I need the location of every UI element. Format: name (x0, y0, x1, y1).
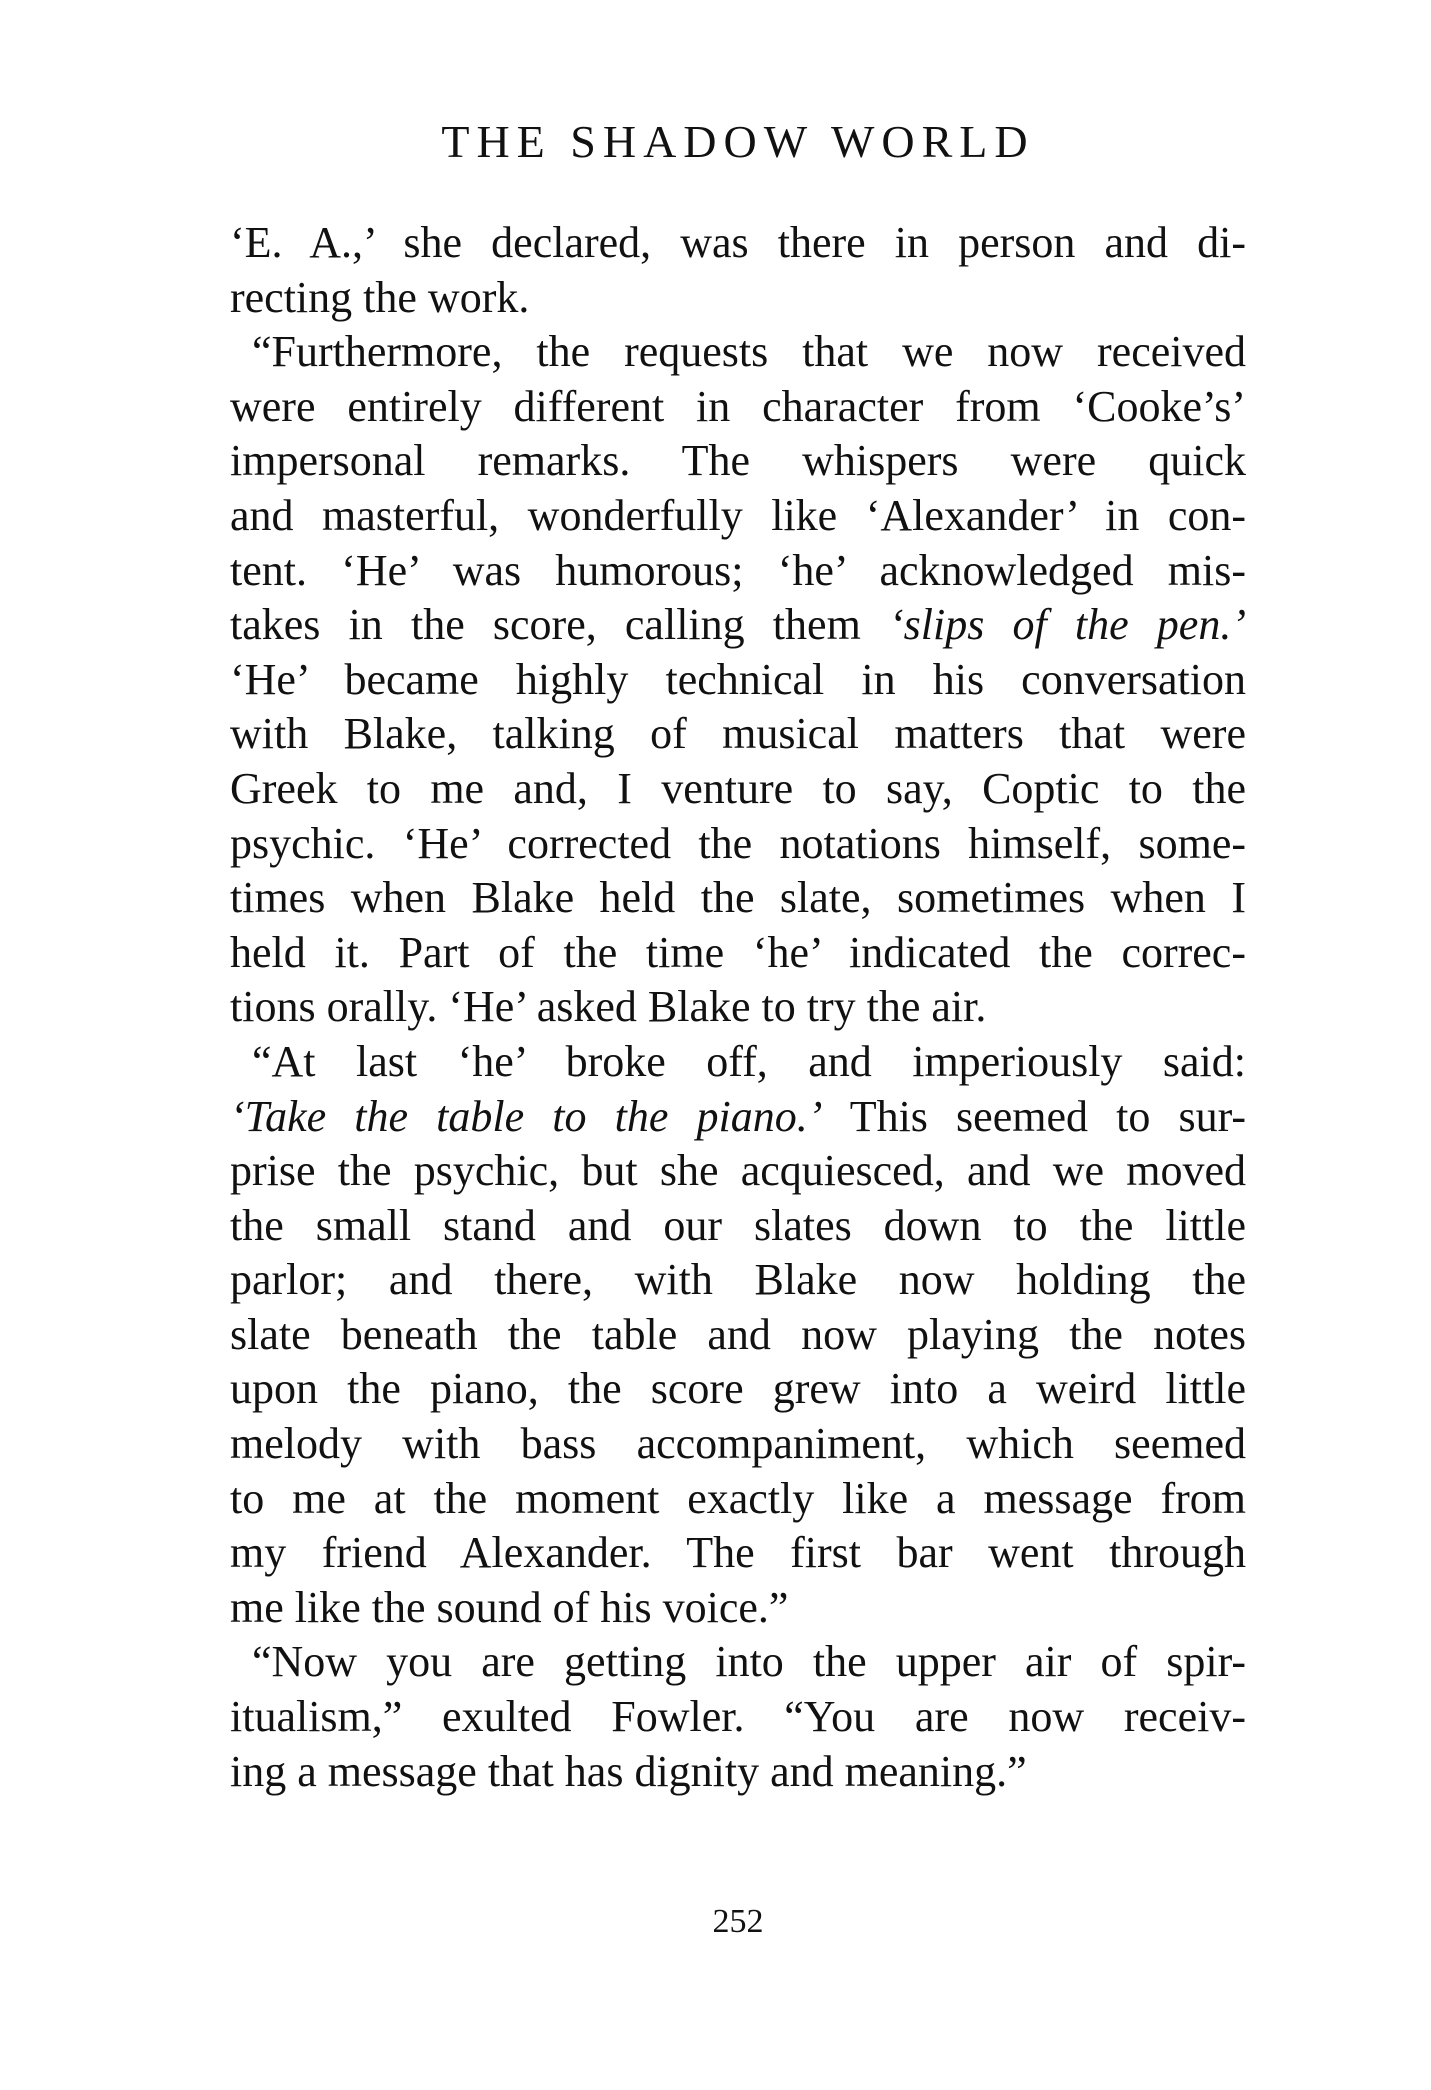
text-line: and masterful, wonderfully like ‘Alexander’ in con- (230, 490, 1246, 540)
text-line: upon the piano, the score grew into a weird little (230, 1364, 1246, 1414)
text-line: slate beneath the table and now playing the notes (230, 1309, 1246, 1359)
page-number: 252 (712, 1903, 764, 1940)
text-line: “Furthermore, the requests that we now received (252, 327, 1246, 377)
text-line: “Now you are getting into the upper air of spir- (252, 1637, 1246, 1687)
text-line: were entirely different in character from ‘Cooke’s’ (230, 381, 1246, 431)
text-line: times when Blake held the slate, sometimes when I (230, 873, 1246, 923)
text-line: ‘Take the table to the piano.’ This seemed to sur- (230, 1091, 1246, 1141)
running-head-title: THE SHADOW WORLD (441, 116, 1035, 167)
text-line: tent. ‘He’ was humorous; ‘he’ acknowledged mis- (230, 545, 1246, 595)
text-line: ‘E. A.,’ she declared, was there in person and di- (230, 218, 1246, 267)
text-line: itualism,” exulted Fowler. “You are now receiv- (230, 1692, 1246, 1742)
text-line: “At last ‘he’ broke off, and imperiously said: (252, 1036, 1246, 1086)
text-line: prise the psychic, but she acquiesced, and we moved (230, 1146, 1246, 1196)
text-line: tions orally. ‘He’ asked Blake to try the air. (230, 982, 987, 1032)
text-line: takes in the score, calling them ‘slips of the pen.’ (230, 600, 1246, 650)
text-line: recting the work. (230, 272, 530, 322)
text-line: psychic. ‘He’ corrected the notations himself, some- (230, 818, 1246, 868)
text-line: melody with bass accompaniment, which seemed (230, 1419, 1246, 1469)
text-line: the small stand and our slates down to the little (230, 1200, 1246, 1250)
text-line: me like the sound of his voice.” (230, 1582, 789, 1632)
text-line: Greek to me and, I venture to say, Coptic to the (230, 763, 1246, 813)
text-line: to me at the moment exactly like a message from (230, 1473, 1246, 1523)
body-text (230, 216, 1246, 1799)
text-line: my friend Alexander. The first bar went through (230, 1528, 1246, 1578)
text-line: ing a message that has dignity and meaning.” (230, 1746, 1027, 1796)
text-line: impersonal remarks. The whispers were quick (230, 436, 1246, 486)
text-line: held it. Part of the time ‘he’ indicated the correc- (230, 927, 1246, 977)
text-line: with Blake, talking of musical matters that were (230, 709, 1246, 759)
text-line: parlor; and there, with Blake now holding the (230, 1255, 1246, 1305)
text-line: ‘He’ became highly technical in his conversation (230, 654, 1246, 704)
